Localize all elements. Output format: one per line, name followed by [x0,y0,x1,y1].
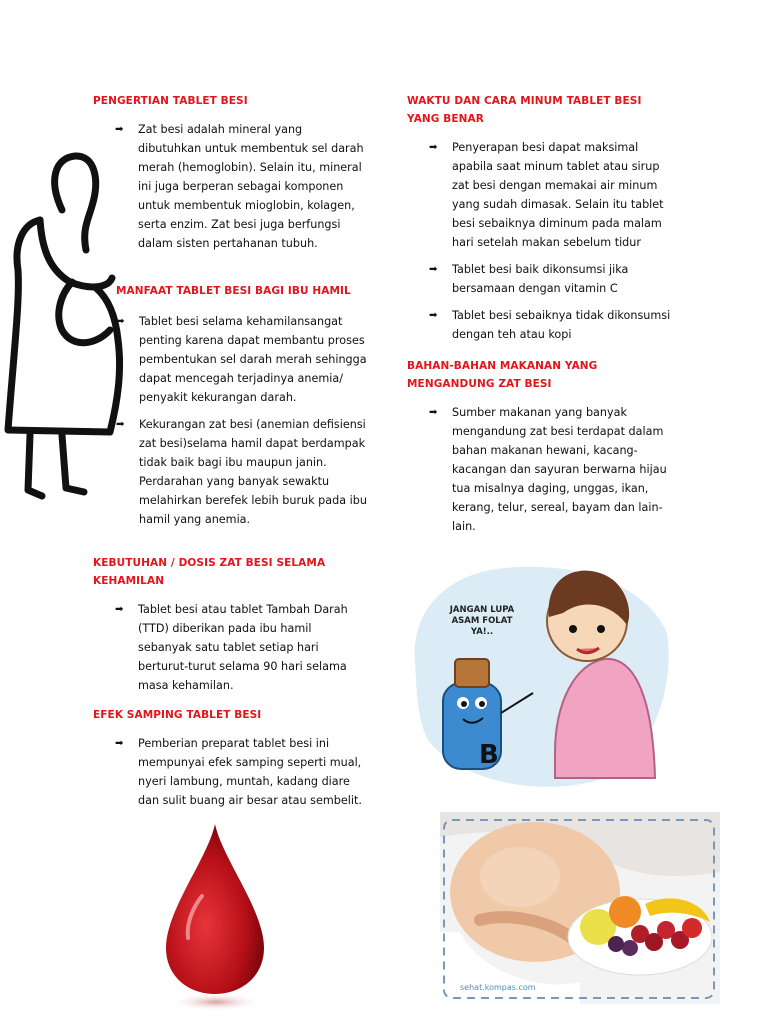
list-item [429,403,677,536]
item-text: Tablet besi baik dikonsumsi jika bersamaan dengan vitamin C [452,263,629,295]
arrow-bullet-icon: ➡ [429,264,438,275]
section-bahan-makanan [407,357,677,544]
list-pengertian [93,120,365,253]
bottle-letter: B [479,740,499,770]
blood-drop-image [160,818,270,1016]
section-kebutuhan [93,554,365,703]
item-text: Zat besi adalah mineral yang dibutuhkan untuk membentuk sel darah merah (hemoglobin). Selain itu, mineral ini juga berperan sebagai komponen untuk membentuk mioglobin, kolagen, serta enzim. Zat besi juga berfungsi dalam sisten pertahanan tubuh. [138,123,364,250]
heading-kebutuhan: KEBUTUHAN / DOSIS ZAT BESI SELAMA KEHAMILAN [93,557,326,587]
section-pengertian [93,92,365,261]
item-text: Tablet besi sebaiknya tidak dikonsumsi dengan teh atau kopi [452,309,671,341]
arrow-bullet-icon: ➡ [115,124,124,135]
list-item [115,120,365,253]
speech-bubble-text: JANGAN LUPA ASAM FOLAT YA!.. [449,605,515,637]
list-bahan-makanan [407,403,677,536]
list-item [116,312,371,407]
section-efek-samping [93,706,365,818]
list-waktu-cara-minum [407,138,677,344]
heading-pengertian: PENGERTIAN TABLET BESI [93,95,248,107]
item-text: Tablet besi atau tablet Tambah Darah (TTD) diberikan pada ibu hamil sebanyak satu tablet setiap hari berturut-turut selama 90 hari selama masa kehamilan. [138,603,348,692]
list-item [115,734,365,810]
arrow-bullet-icon: ➡ [115,738,124,749]
arrow-bullet-icon: ➡ [429,142,438,153]
list-item [429,306,677,344]
arrow-bullet-icon: ➡ [429,310,438,321]
item-text: Kekurangan zat besi (anemian defisiensi zat besi)selama hamil dapat berdampak tidak baik bagi ibu maupun janin. Perdarahan yang banyak sewaktu melahirkan berefek lebih buruk pada ibu hamil yang anemia. [139,418,367,526]
list-kebutuhan [93,600,365,695]
cartoon-illustration [405,553,675,793]
item-text: Pemberian preparat tablet besi ini mempunyai efek samping seperti mual, nyeri lambung, muntah, kadang diare dan sulit buang air besar atau sembelit. [138,737,362,807]
arrow-bullet-icon: ➡ [116,419,125,430]
heading-efek-samping: EFEK SAMPING TABLET BESI [93,709,262,721]
section-manfaat [116,282,371,537]
photo-watermark: sehat.kompas.com [460,983,536,992]
arrow-bullet-icon: ➡ [429,407,438,418]
pregnant-belly-fruit-photo [440,812,720,1004]
section-waktu-cara-minum [407,92,677,352]
list-item [116,415,371,529]
cartoon-drawing [405,553,675,793]
arrow-bullet-icon: ➡ [116,316,125,327]
photo-drawing [440,812,720,1004]
list-efek-samping [93,734,365,810]
list-item [115,600,365,695]
item-text: Sumber makanan yang banyak mengandung zat besi terdapat dalam bahan makanan hewani, kacang-kacangan dan sayuran berwarna hijau tua misalnya daging, unggas, ikan, kerang, telur, sereal, bayam dan lain-lain. [452,406,667,533]
item-text: Tablet besi selama kehamilansangat penting karena dapat membantu proses pembentukan sel darah merah sehingga dapat mencegah terjadinya anemia/ penyakit kekurangan darah. [139,315,367,404]
heading-waktu-cara-minum: WAKTU DAN CARA MINUM TABLET BESI YANG BENAR [407,95,642,125]
list-item [429,260,677,298]
heading-manfaat: MANFAAT TABLET BESI BAGI IBU HAMIL [116,285,351,297]
list-item [429,138,677,252]
list-manfaat [116,312,371,529]
arrow-bullet-icon: ➡ [115,604,124,615]
item-text: Penyerapan besi dapat maksimal apabila saat minum tablet atau sirup zat besi dengan memakai air minum yang sudah dimasak. Selain itu tablet besi sebaiknya diminum pada malam hari setelah makan sebelum tidur [452,141,664,249]
heading-bahan-makanan: BAHAN-BAHAN MAKANAN YANG MENGANDUNG ZAT BESI [407,360,598,390]
